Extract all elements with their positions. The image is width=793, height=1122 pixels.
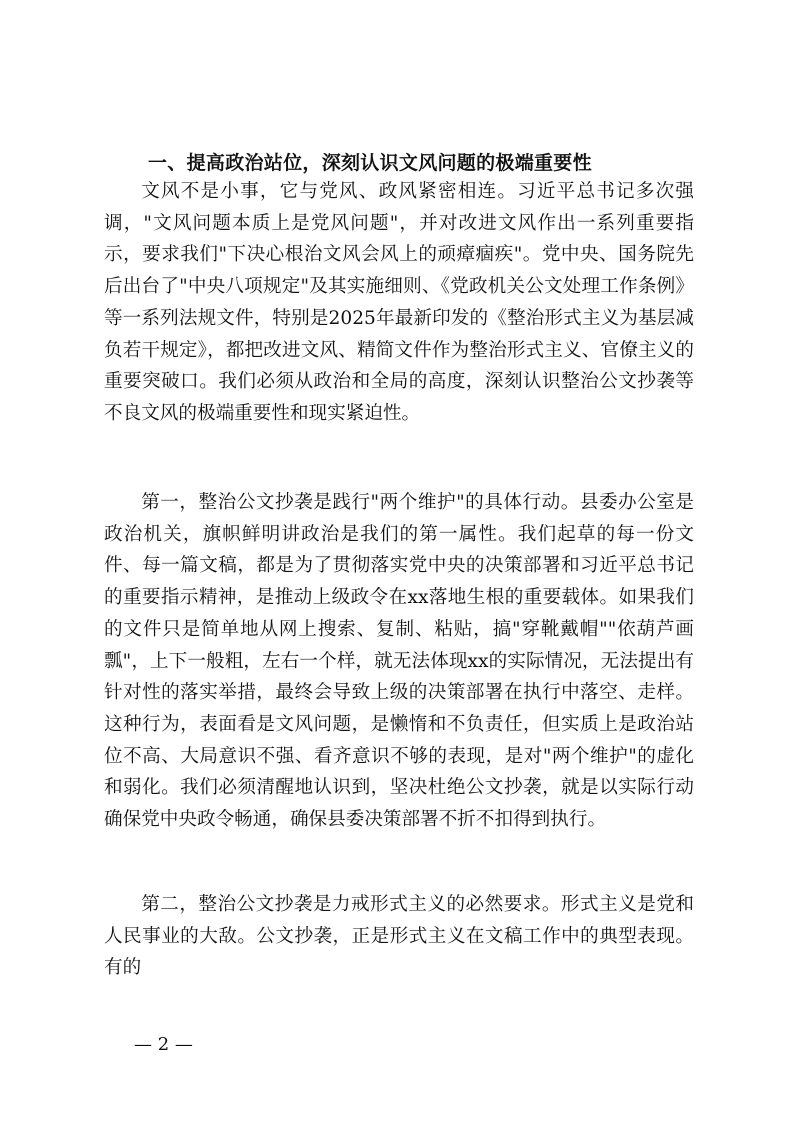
page-number: — 2 —: [134, 1034, 193, 1055]
paragraph-importance-of-writing-style: 文风不是小事，它与党风、政风紧密相连。习近平总书记多次强调，"文风问题本质上是党风问题"，并对改进文风作出一系列重要指示，要求我们"下决心根治文风会风上的顽瘴痼疾"。党中央、国务院先后出台了"中央八项规定"及其实施细则、《党政机关公文处理工作条例》等一系列法规文件，特别是2025年最新印发的《整治形式主义为基层减负若干规定》，都把改进文风、精简文件作为整治形式主义、官僚主义的重要突破口。我们必须从政治和全局的高度，深刻认识整治公文抄袭等不良文风的极端重要性和现实紧迫性。: [104, 181, 694, 424]
paragraph-second-point: 第二，整治公文抄袭是力戒形式主义的必然要求。形式主义是党和人民事业的大敌。公文抄袭，正是形式主义在文稿工作中的典型表现。有的: [104, 894, 694, 979]
section-heading: 一、提高政治站位，深刻认识文风问题的极端重要性: [148, 152, 592, 174]
paragraph-first-point: 第一，整治公文抄袭是践行"两个维护"的具体行动。县委办公室是政治机关，旗帜鲜明讲政治是我们的第一属性。我们起草的每一份文件、每一篇文稿，都是为了贯彻落实党中央的决策部署和习近平总书记的重要指示精神，是推动上级政令在xx落地生根的重要载体。如果我们的文件只是简单地从网上搜索、复制、粘贴，搞"穿靴戴帽""依葫芦画瓢"，上下一般粗，左右一个样，就无法体现xx的实际情况，无法提出有针对性的落实举措，最终会导致上级的决策部署在执行中落空、走样。这种行为，表面看是文风问题，是懒惰和不负责任，但实质上是政治站位不高、大局意识不强、看齐意识不够的表现，是对"两个维护"的虚化和弱化。我们必须清醒地认识到，坚决杜绝公文抄袭，就是以实际行动确保党中央政令畅通，确保县委决策部署不折不扣得到执行。: [104, 492, 694, 831]
